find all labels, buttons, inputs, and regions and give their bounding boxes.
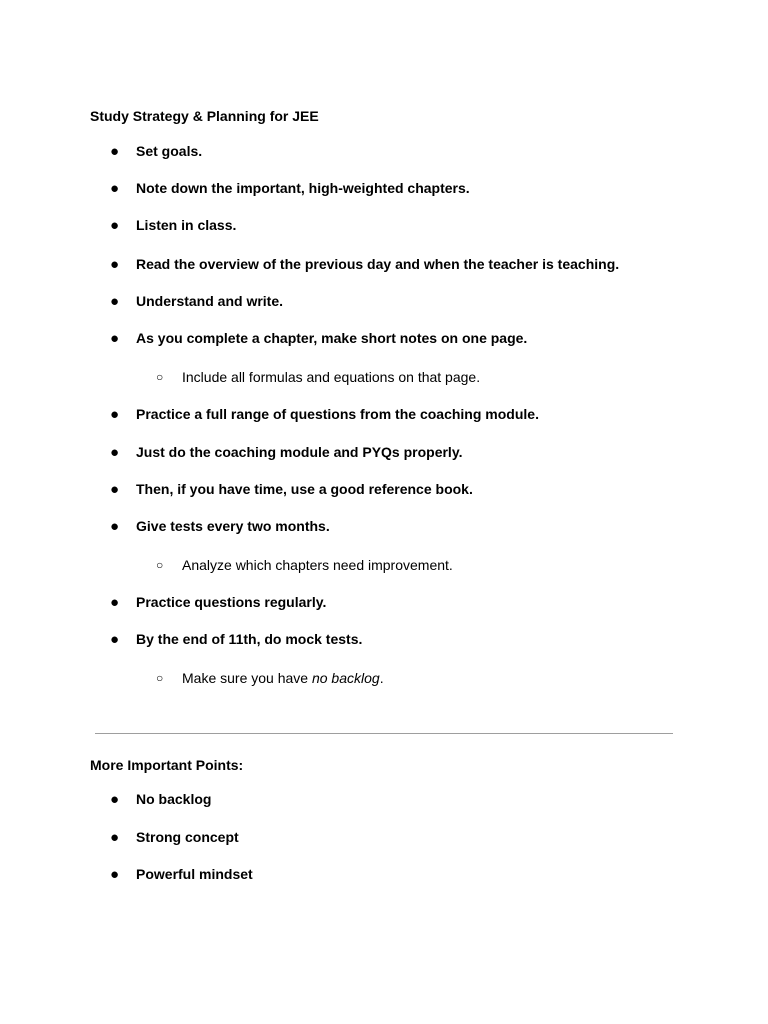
list-item-text: No backlog	[136, 791, 212, 807]
list-item-text: Just do the coaching module and PYQs properly.	[136, 444, 463, 460]
bullet-icon: ●	[110, 594, 120, 611]
bullet-icon: ●	[110, 180, 120, 197]
hollow-bullet-icon: ○	[156, 671, 164, 685]
bullet-icon: ●	[110, 791, 120, 808]
hollow-bullet-icon: ○	[156, 558, 164, 572]
bullet-icon: ●	[110, 330, 120, 347]
list-item-text: Note down the important, high-weighted chapters.	[136, 180, 470, 196]
section-heading-more-points: More Important Points:	[90, 757, 244, 773]
bullet-icon: ●	[110, 481, 120, 498]
bullet-icon: ●	[110, 518, 120, 535]
list-item-text: Then, if you have time, use a good reference book.	[136, 481, 473, 497]
bullet-icon: ●	[110, 444, 120, 461]
list-item-text: Understand and write.	[136, 293, 284, 309]
hollow-bullet-icon: ○	[156, 370, 164, 384]
list-item-text: Include all formulas and equations on that page.	[182, 369, 481, 385]
list-item-text: Listen in class.	[136, 217, 237, 233]
list-item-text: Give tests every two months.	[136, 518, 330, 534]
list-item-text: Powerful mindset	[136, 866, 253, 882]
section-heading-study-strategy: Study Strategy & Planning for JEE	[90, 108, 319, 124]
list-item-text: Analyze which chapters need improvement.	[182, 557, 453, 573]
bullet-icon: ●	[110, 217, 120, 234]
text-suffix: .	[379, 670, 384, 686]
bullet-icon: ●	[110, 866, 120, 883]
bullet-icon: ●	[110, 256, 120, 273]
list-item-text: Set goals.	[136, 143, 203, 159]
horizontal-divider	[95, 733, 673, 734]
text-prefix: Make sure you have	[182, 670, 312, 686]
bullet-icon: ●	[110, 406, 120, 423]
bullet-icon: ●	[110, 293, 120, 310]
bullet-icon: ●	[110, 829, 120, 846]
list-item-text: Strong concept	[136, 829, 239, 845]
emphasized-text: no backlog	[311, 670, 380, 686]
list-item-text: Practice a full range of questions from the coaching module.	[136, 406, 539, 422]
list-item-text: As you complete a chapter, make short notes on one page.	[136, 330, 528, 346]
list-item-text: By the end of 11th, do mock tests.	[136, 631, 363, 647]
list-item-text: Read the overview of the previous day and when the teacher is teaching.	[136, 256, 620, 272]
bullet-icon: ●	[110, 631, 120, 648]
list-item-text: Practice questions regularly.	[136, 594, 327, 610]
list-item-text	[182, 670, 384, 687]
bullet-icon: ●	[110, 143, 120, 160]
